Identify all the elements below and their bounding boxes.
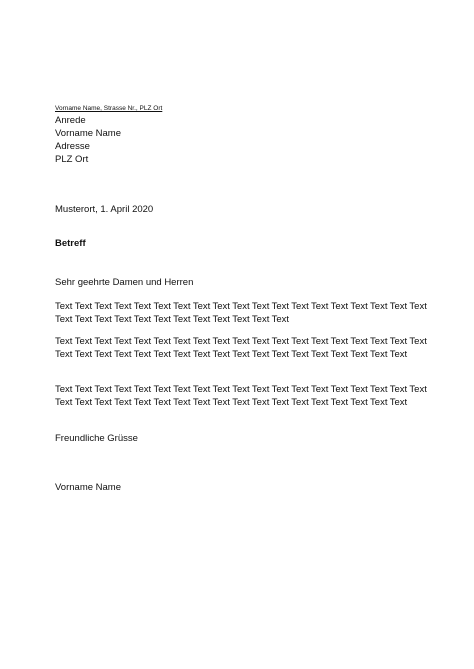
sender-return-address: Vorname Name, Strasse Nr., PLZ Ort: [55, 105, 163, 112]
recipient-name: Vorname Name: [55, 128, 122, 139]
body-paragraph: Text Text Text Text Text Text Text Text Text Text Text Text Text Text Text Text Text Text Text Text Text Text Text Text Text Text Text Text Text Text Text: [55, 301, 427, 325]
body-paragraph: Text Text Text Text Text Text Text Text Text Text Text Text Text Text Text Text Text Text Text Text Text Text Text Text Text Text Text Text Text Text Text Text Text Text Text Text Text: [55, 384, 427, 408]
signature-name: Vorname Name: [55, 482, 122, 493]
place-and-date: Musterort, 1. April 2020: [55, 204, 154, 215]
recipient-address-block: [55, 114, 121, 166]
letter-closing: Freundliche Grüsse: [55, 433, 138, 444]
recipient-city: PLZ Ort: [55, 154, 89, 165]
recipient-salutation: Anrede: [55, 115, 86, 126]
recipient-address: Adresse: [55, 141, 90, 152]
letter-salutation: Sehr geehrte Damen und Herren: [55, 277, 194, 288]
letter-subject: Betreff: [55, 238, 86, 249]
body-paragraph: Text Text Text Text Text Text Text Text Text Text Text Text Text Text Text Text Text Text Text Text Text Text Text Text Text Text Text Text Text Text Text Text Text Text Text Text Text: [55, 336, 427, 360]
